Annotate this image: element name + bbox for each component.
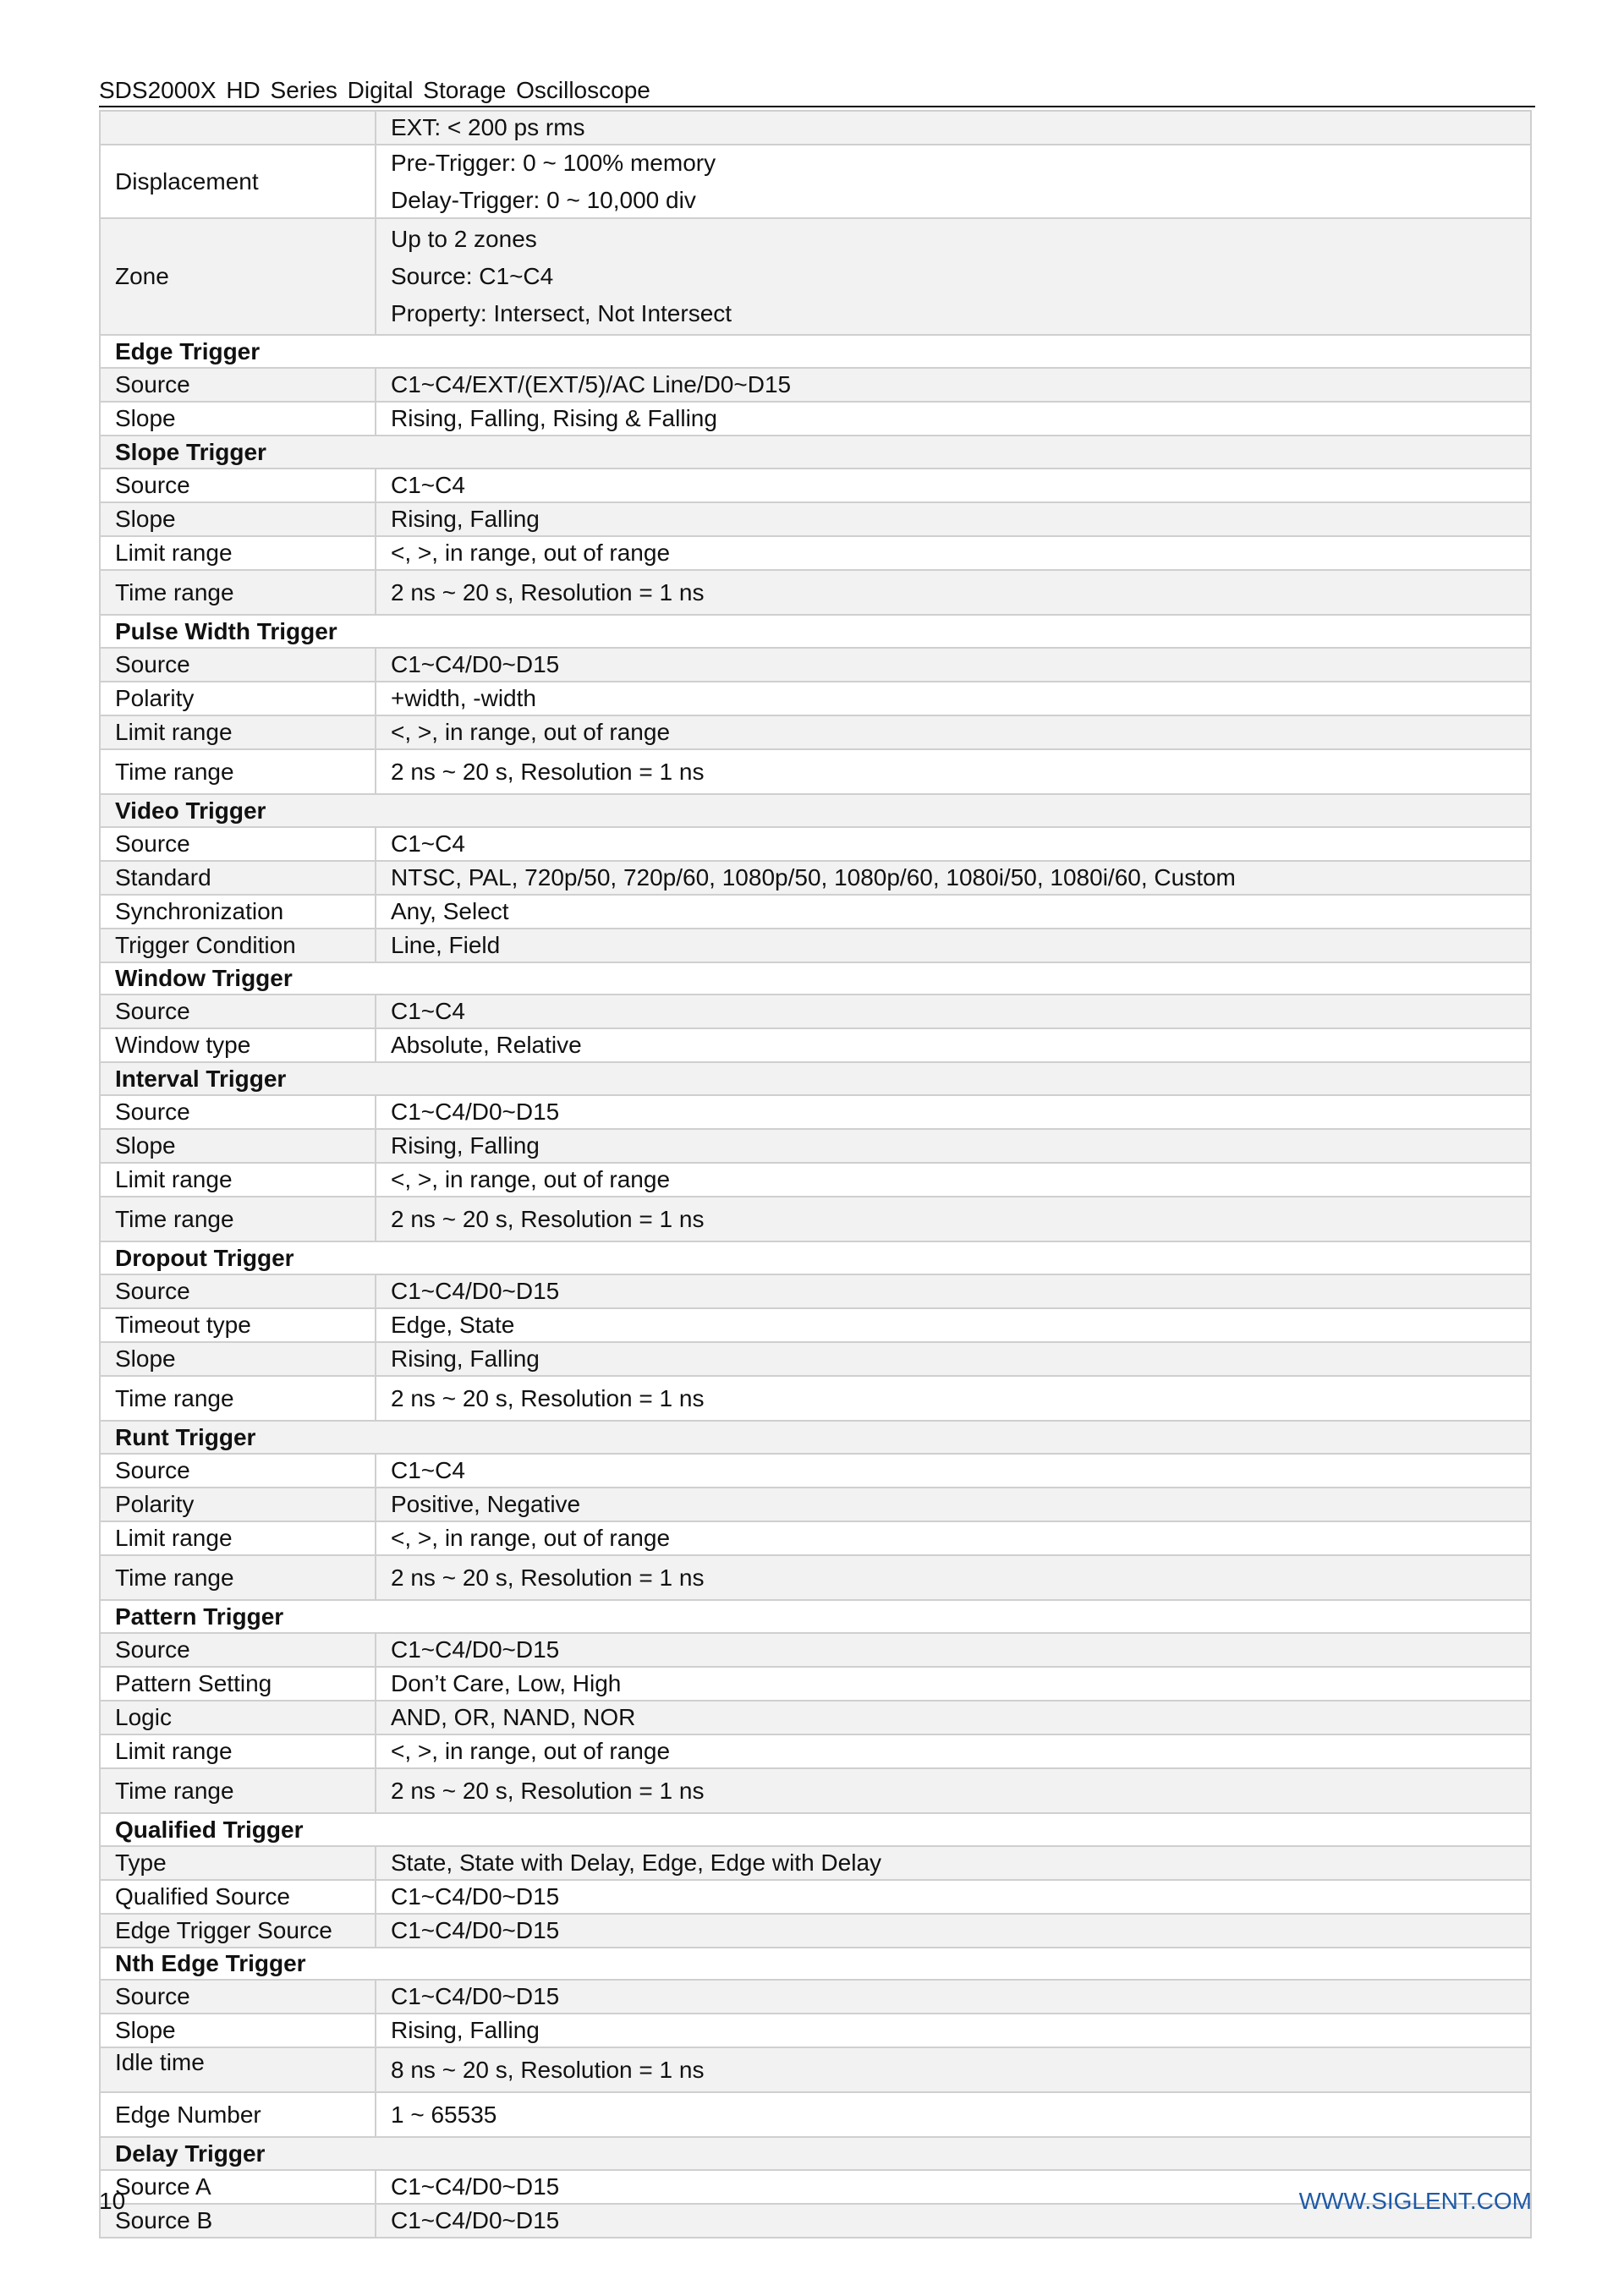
spec-label: Time range bbox=[100, 1197, 376, 1241]
spec-value-line: <, >, in range, out of range bbox=[391, 1738, 671, 1764]
spec-value bbox=[376, 648, 1531, 682]
spec-row bbox=[100, 1488, 1531, 1521]
spec-value bbox=[376, 218, 1531, 335]
spec-value-line: 2 ns ~ 20 s, Resolution = 1 ns bbox=[391, 1384, 705, 1411]
spec-value bbox=[376, 1880, 1531, 1914]
spec-row bbox=[100, 570, 1531, 615]
spec-label: Window type bbox=[100, 1028, 376, 1062]
spec-row bbox=[100, 1274, 1531, 1308]
spec-label: Standard bbox=[100, 861, 376, 895]
section-header-row bbox=[100, 1600, 1531, 1633]
spec-value-line: 2 ns ~ 20 s, Resolution = 1 ns bbox=[391, 758, 705, 785]
spec-row bbox=[100, 1454, 1531, 1488]
spec-value bbox=[376, 2047, 1531, 2092]
spec-label: Time range bbox=[100, 1376, 376, 1421]
spec-row bbox=[100, 1980, 1531, 2014]
spec-label: Limit range bbox=[100, 1163, 376, 1197]
spec-value-line: <, >, in range, out of range bbox=[391, 540, 671, 566]
spec-label: Source bbox=[100, 469, 376, 502]
spec-label: Edge Number bbox=[100, 2092, 376, 2137]
section-header-row bbox=[100, 436, 1531, 469]
section-title: Window Trigger bbox=[100, 962, 1531, 995]
section-header-row bbox=[100, 335, 1531, 368]
spec-row bbox=[100, 1095, 1531, 1129]
spec-value-line: Rising, Falling bbox=[391, 1345, 540, 1372]
spec-value bbox=[376, 570, 1531, 615]
spec-value bbox=[376, 469, 1531, 502]
spec-value-line: +width, -width bbox=[391, 685, 536, 711]
spec-row bbox=[100, 1880, 1531, 1914]
spec-value-line: C1~C4 bbox=[391, 472, 465, 498]
spec-label: Trigger Condition bbox=[100, 929, 376, 962]
spec-label: Polarity bbox=[100, 1488, 376, 1521]
spec-value bbox=[376, 1454, 1531, 1488]
spec-value bbox=[376, 861, 1531, 895]
section-title: Pulse Width Trigger bbox=[100, 615, 1531, 648]
spec-row bbox=[100, 2092, 1531, 2137]
spec-value bbox=[376, 1342, 1531, 1376]
spec-value-line: Positive, Negative bbox=[391, 1491, 581, 1517]
spec-row bbox=[100, 1768, 1531, 1813]
spec-label: Source bbox=[100, 1274, 376, 1308]
section-title: Delay Trigger bbox=[100, 2137, 1531, 2170]
header-rule bbox=[99, 106, 1535, 107]
spec-label: Type bbox=[100, 1846, 376, 1880]
spec-row bbox=[100, 111, 1531, 145]
spec-value-line: C1~C4/D0~D15 bbox=[391, 1883, 560, 1910]
spec-value bbox=[376, 2014, 1531, 2047]
spec-label: Slope bbox=[100, 402, 376, 436]
spec-label: Source bbox=[100, 827, 376, 861]
spec-row bbox=[100, 1129, 1531, 1163]
spec-label: Zone bbox=[100, 218, 376, 335]
spec-label: Polarity bbox=[100, 682, 376, 715]
section-header-row bbox=[100, 1813, 1531, 1846]
spec-label: Time range bbox=[100, 1555, 376, 1600]
spec-value-line: C1~C4/D0~D15 bbox=[391, 1636, 560, 1663]
spec-value-line: <, >, in range, out of range bbox=[391, 1166, 671, 1192]
spec-label: Idle time bbox=[100, 2047, 376, 2092]
spec-row bbox=[100, 2047, 1531, 2092]
spec-value bbox=[376, 1376, 1531, 1421]
spec-label: Displacement bbox=[100, 145, 376, 218]
spec-value bbox=[376, 682, 1531, 715]
spec-value bbox=[376, 715, 1531, 749]
spec-value bbox=[376, 827, 1531, 861]
spec-value bbox=[376, 1734, 1531, 1768]
section-header-row bbox=[100, 1421, 1531, 1454]
spec-value-line: Pre-Trigger: 0 ~ 100% memory bbox=[391, 149, 716, 176]
spec-row bbox=[100, 827, 1531, 861]
spec-label: Source bbox=[100, 1980, 376, 2014]
spec-row bbox=[100, 682, 1531, 715]
spec-label: Source B bbox=[100, 2204, 376, 2238]
spec-value-line: C1~C4/D0~D15 bbox=[391, 1917, 560, 1943]
spec-label: Time range bbox=[100, 570, 376, 615]
spec-value bbox=[376, 502, 1531, 536]
spec-value bbox=[376, 111, 1531, 145]
spec-value bbox=[376, 536, 1531, 570]
spec-label: Pattern Setting bbox=[100, 1667, 376, 1701]
spec-value-line: 2 ns ~ 20 s, Resolution = 1 ns bbox=[391, 1564, 705, 1591]
spec-row bbox=[100, 1914, 1531, 1948]
website-link[interactable]: WWW.SIGLENT.COM bbox=[1298, 2188, 1532, 2214]
spec-value bbox=[376, 1274, 1531, 1308]
spec-row bbox=[100, 502, 1531, 536]
spec-value-line: Source: C1~C4 bbox=[391, 263, 554, 289]
section-title: Qualified Trigger bbox=[100, 1813, 1531, 1846]
spec-value-line: Rising, Falling bbox=[391, 2017, 540, 2043]
spec-row bbox=[100, 402, 1531, 436]
spec-value-line: C1~C4/EXT/(EXT/5)/AC Line/D0~D15 bbox=[391, 371, 792, 397]
spec-row bbox=[100, 1028, 1531, 1062]
spec-value bbox=[376, 749, 1531, 794]
spec-value bbox=[376, 1488, 1531, 1521]
spec-value bbox=[376, 1914, 1531, 1948]
spec-value-line: C1~C4/D0~D15 bbox=[391, 651, 560, 677]
section-title: Video Trigger bbox=[100, 794, 1531, 827]
spec-value-line: <, >, in range, out of range bbox=[391, 1525, 671, 1551]
spec-value-line: C1~C4/D0~D15 bbox=[391, 2207, 560, 2233]
spec-label: Limit range bbox=[100, 1734, 376, 1768]
section-title: Dropout Trigger bbox=[100, 1241, 1531, 1274]
spec-value bbox=[376, 145, 1531, 218]
section-title: Nth Edge Trigger bbox=[100, 1948, 1531, 1980]
spec-label: Limit range bbox=[100, 536, 376, 570]
spec-value bbox=[376, 402, 1531, 436]
spec-row bbox=[100, 1376, 1531, 1421]
section-header-row bbox=[100, 1241, 1531, 1274]
spec-value-line: C1~C4/D0~D15 bbox=[391, 1278, 560, 1304]
section-header-row bbox=[100, 1948, 1531, 1980]
spec-label: Source bbox=[100, 995, 376, 1028]
spec-value-line: Rising, Falling bbox=[391, 1132, 540, 1159]
spec-value-line: Don’t Care, Low, High bbox=[391, 1670, 622, 1696]
spec-label: Source bbox=[100, 1454, 376, 1488]
section-header-row bbox=[100, 615, 1531, 648]
spec-value-line: 2 ns ~ 20 s, Resolution = 1 ns bbox=[391, 578, 705, 606]
spec-label: Slope bbox=[100, 1342, 376, 1376]
spec-row bbox=[100, 1521, 1531, 1555]
spec-value-line: C1~C4 bbox=[391, 1457, 465, 1483]
spec-label: Logic bbox=[100, 1701, 376, 1734]
spec-value-line: Line, Field bbox=[391, 932, 501, 958]
spec-value bbox=[376, 1633, 1531, 1667]
spec-row bbox=[100, 536, 1531, 570]
spec-value-line: C1~C4/D0~D15 bbox=[391, 1983, 560, 2009]
spec-row bbox=[100, 929, 1531, 962]
spec-value-line: NTSC, PAL, 720p/50, 720p/60, 1080p/50, 1080p/60, 1080i/50, 1080i/60, Custom bbox=[391, 864, 1236, 890]
spec-value-line: Up to 2 zones bbox=[391, 226, 537, 252]
spec-value-line: 2 ns ~ 20 s, Resolution = 1 ns bbox=[391, 1777, 705, 1804]
spec-row bbox=[100, 1197, 1531, 1241]
spec-row bbox=[100, 1555, 1531, 1600]
spec-value-line: 8 ns ~ 20 s, Resolution = 1 ns bbox=[391, 2056, 705, 2083]
spec-row bbox=[100, 1633, 1531, 1667]
spec-label: Source bbox=[100, 1633, 376, 1667]
spec-label: Limit range bbox=[100, 1521, 376, 1555]
spec-value bbox=[376, 1163, 1531, 1197]
spec-value-line: Rising, Falling, Rising & Falling bbox=[391, 405, 717, 431]
spec-label bbox=[100, 111, 376, 145]
spec-value-line: Delay-Trigger: 0 ~ 10,000 div bbox=[391, 186, 696, 213]
page-header-title: SDS2000X HD Series Digital Storage Oscilloscope bbox=[99, 77, 650, 103]
spec-row bbox=[100, 218, 1531, 335]
spec-value-line: <, >, in range, out of range bbox=[391, 719, 671, 745]
spec-value bbox=[376, 1846, 1531, 1880]
spec-value bbox=[376, 2092, 1531, 2137]
spec-value-line: C1~C4/D0~D15 bbox=[391, 1099, 560, 1125]
spec-value-line: C1~C4 bbox=[391, 998, 465, 1024]
spec-value bbox=[376, 1028, 1531, 1062]
spec-row bbox=[100, 145, 1531, 218]
spec-row bbox=[100, 1701, 1531, 1734]
section-title: Pattern Trigger bbox=[100, 1600, 1531, 1633]
trigger-spec-table bbox=[99, 110, 1532, 2238]
spec-value bbox=[376, 1701, 1531, 1734]
section-header-row bbox=[100, 962, 1531, 995]
spec-label: Synchronization bbox=[100, 895, 376, 929]
spec-label: Slope bbox=[100, 502, 376, 536]
spec-label: Source bbox=[100, 648, 376, 682]
spec-row bbox=[100, 715, 1531, 749]
spec-row bbox=[100, 469, 1531, 502]
spec-value-line: Edge, State bbox=[391, 1312, 515, 1338]
spec-row bbox=[100, 1846, 1531, 1880]
spec-value-line: Absolute, Relative bbox=[391, 1032, 582, 1058]
spec-value bbox=[376, 1095, 1531, 1129]
spec-value bbox=[376, 995, 1531, 1028]
spec-value bbox=[376, 1197, 1531, 1241]
section-header-row bbox=[100, 2137, 1531, 2170]
section-header-row bbox=[100, 1062, 1531, 1095]
spec-row bbox=[100, 995, 1531, 1028]
page-number: 10 bbox=[99, 2188, 126, 2214]
spec-value bbox=[376, 1555, 1531, 1600]
section-title: Slope Trigger bbox=[100, 436, 1531, 469]
spec-row bbox=[100, 648, 1531, 682]
spec-table-body bbox=[100, 111, 1531, 2238]
spec-label: Slope bbox=[100, 1129, 376, 1163]
spec-value-line: State, State with Delay, Edge, Edge with Delay bbox=[391, 1849, 882, 1876]
spec-row bbox=[100, 2014, 1531, 2047]
spec-label: Timeout type bbox=[100, 1308, 376, 1342]
spec-row bbox=[100, 749, 1531, 794]
spec-value-line: C1~C4 bbox=[391, 830, 465, 857]
spec-value bbox=[376, 1667, 1531, 1701]
spec-row bbox=[100, 1667, 1531, 1701]
spec-label: Time range bbox=[100, 749, 376, 794]
spec-value bbox=[376, 1768, 1531, 1813]
spec-value bbox=[376, 1980, 1531, 2014]
spec-row bbox=[100, 895, 1531, 929]
spec-value bbox=[376, 929, 1531, 962]
spec-row bbox=[100, 1342, 1531, 1376]
spec-value-line: Rising, Falling bbox=[391, 506, 540, 532]
section-header-row bbox=[100, 794, 1531, 827]
spec-value bbox=[376, 895, 1531, 929]
section-title: Interval Trigger bbox=[100, 1062, 1531, 1095]
spec-value bbox=[376, 1129, 1531, 1163]
spec-row bbox=[100, 368, 1531, 402]
spec-value-line: AND, OR, NAND, NOR bbox=[391, 1704, 636, 1730]
spec-label: Edge Trigger Source bbox=[100, 1914, 376, 1948]
spec-value-line: C1~C4/D0~D15 bbox=[391, 2173, 560, 2200]
spec-row bbox=[100, 1734, 1531, 1768]
spec-value bbox=[376, 368, 1531, 402]
spec-label: Qualified Source bbox=[100, 1880, 376, 1914]
spec-row bbox=[100, 861, 1531, 895]
spec-label: Limit range bbox=[100, 715, 376, 749]
spec-label: Source bbox=[100, 368, 376, 402]
spec-row bbox=[100, 1163, 1531, 1197]
spec-value bbox=[376, 1308, 1531, 1342]
spec-value-line: Any, Select bbox=[391, 898, 509, 924]
section-title: Runt Trigger bbox=[100, 1421, 1531, 1454]
spec-label: Source bbox=[100, 1095, 376, 1129]
spec-value-line: Property: Intersect, Not Intersect bbox=[391, 300, 732, 326]
spec-label: Source A bbox=[100, 2170, 376, 2204]
spec-row bbox=[100, 1308, 1531, 1342]
spec-label: Time range bbox=[100, 1768, 376, 1813]
spec-value-line: 1 ~ 65535 bbox=[391, 2101, 497, 2128]
spec-label: Slope bbox=[100, 2014, 376, 2047]
spec-value-line: EXT: < 200 ps rms bbox=[391, 114, 585, 140]
section-title: Edge Trigger bbox=[100, 335, 1531, 368]
spec-value-line: 2 ns ~ 20 s, Resolution = 1 ns bbox=[391, 1205, 705, 1232]
spec-value bbox=[376, 1521, 1531, 1555]
